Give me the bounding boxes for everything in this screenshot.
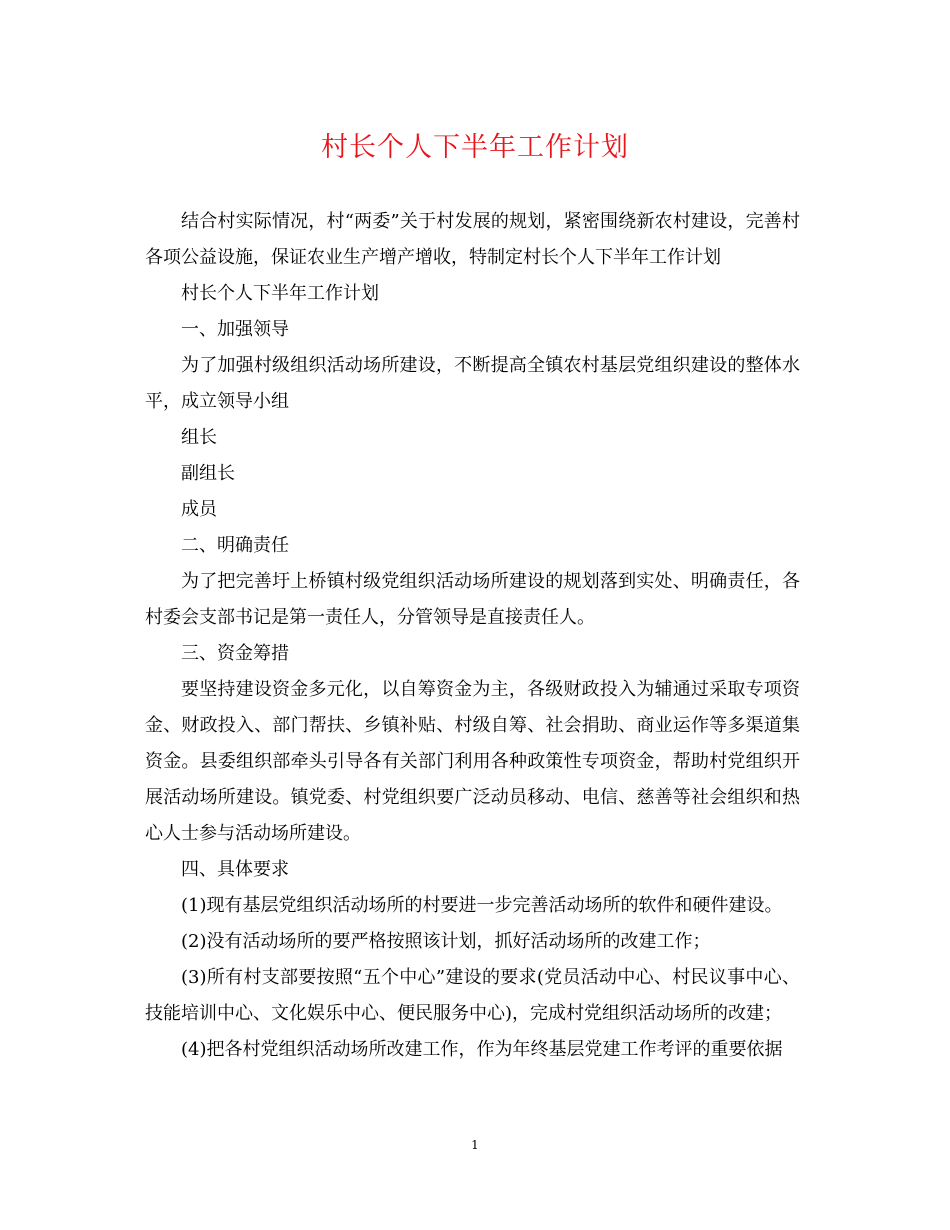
page-number: 1 — [471, 1138, 479, 1152]
requirement-item: (1)现有基层党组织活动场所的村要进一步完善活动场所的软件和硬件建设。 — [181, 895, 783, 916]
paragraph-intro: 结合村实际情况，村“两委”关于村发展的规划，紧密围绕新农村建设，完善村各项公益设施，保证农业生产增产增收，特制定村长个人下半年工作计划 — [145, 211, 800, 268]
requirement-item: (4)把各村党组织活动场所改建工作，作为年终基层党建工作考评的重要依据 — [181, 1039, 783, 1060]
list-item: 组长 — [181, 427, 217, 448]
document-title: 村长个人下半年工作计划 — [321, 132, 629, 163]
requirement-item: (2)没有活动场所的要严格按照该计划，抓好活动场所的改建工作； — [181, 931, 711, 952]
document-body — [145, 204, 800, 1068]
section-heading-3: 三、资金筹措 — [181, 643, 289, 664]
paragraph-subtitle: 村长个人下半年工作计划 — [181, 283, 379, 304]
paragraph: 为了把完善圩上桥镇村级党组织活动场所建设的规划落到实处、明确责任，各村委会支部书记是第一责任人，分管领导是直接责任人。 — [145, 571, 800, 628]
list-item: 成员 — [181, 499, 217, 520]
paragraph: 为了加强村级组织活动场所建设，不断提高全镇农村基层党组织建设的整体水平，成立领导小组 — [145, 355, 800, 412]
section-heading-2: 二、明确责任 — [181, 535, 289, 556]
section-heading-1: 一、加强领导 — [181, 319, 289, 340]
paragraph: 要坚持建设资金多元化，以自筹资金为主，各级财政投入为辅通过采取专项资金、财政投入、部门帮扶、乡镇补贴、村级自筹、社会捐助、商业运作等多渠道集资金。县委组织部牵头引导各有关部门利用各种政策性专项资金，帮助村党组织开展活动场所建设。镇党委、村党组织要广泛动员移动、电信、慈善等社会组织和热心人士参与活动场所建设。 — [145, 679, 800, 844]
section-heading-4: 四、具体要求 — [181, 859, 289, 880]
requirement-item: (3)所有村支部要按照“五个中心”建设的要求(党员活动中心、村民议事中心、技能培训中心、文化娱乐中心、便民服务中心)，完成村党组织活动场所的改建； — [145, 967, 800, 1024]
list-item: 副组长 — [181, 463, 235, 484]
